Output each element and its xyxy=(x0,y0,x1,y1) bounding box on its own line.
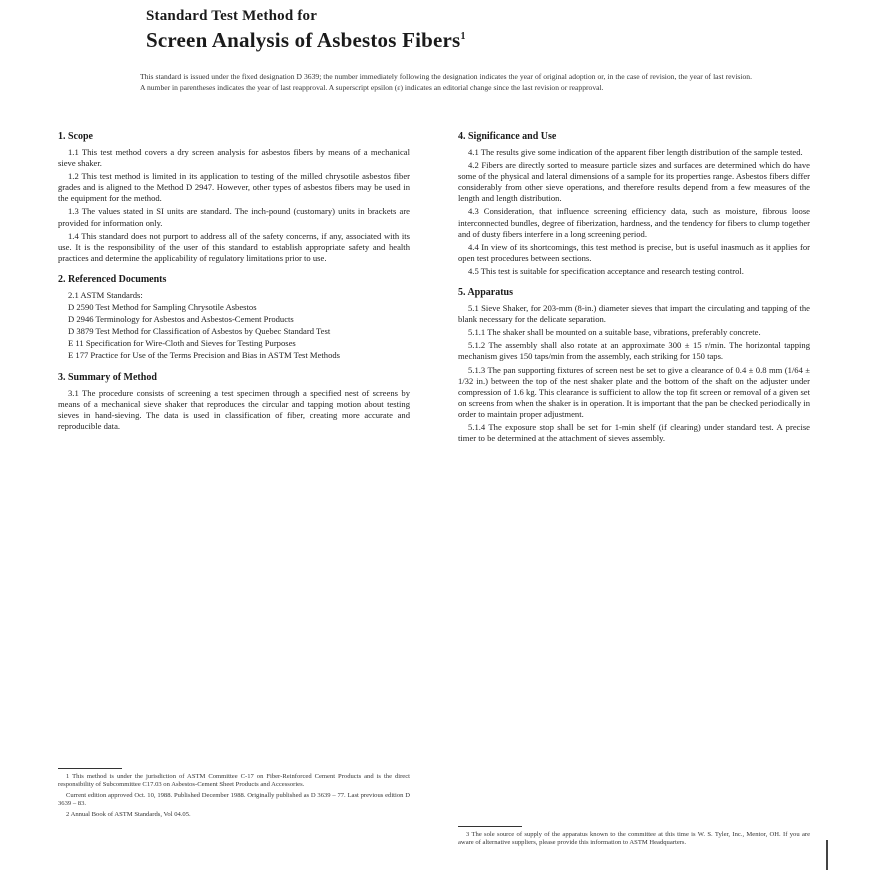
paragraph: 1.4 This standard does not purport to address all of the safety concerns, if any, associated with its use. It is the responsibility of the user of this standard to establish appropriate safety and health practices and determine the applicability of regulatory limitations prior to use. xyxy=(58,230,410,263)
paragraph: 1.1 This test method covers a dry screen analysis for asbestos fibers by means of a mechanical sieve shaker. xyxy=(58,147,410,169)
paragraph: 4.3 Consideration, that influence screening efficiency data, such as moisture, fibrous loose interconnected bundles, degree of fiberization, hardness, and the tendency for fibers to clump together and of dusty fibers interfere in a long screening period. xyxy=(458,206,810,239)
footnotes-right xyxy=(458,831,810,850)
right-column xyxy=(458,130,810,453)
footnote: 2 Annual Book of ASTM Standards, Vol 04.05. xyxy=(66,810,191,818)
paragraph: 5.1.4 The exposure stop shall be set for 1-min shelf (if clearing) under standard test. A precise timer to be determined at the attachment of sieves assembly. xyxy=(458,421,810,444)
designation-note: This standard is issued under the fixed designation D 3639; the number immediately following the designation indicates the year of original adoption or, in the case of revision, the year of last revision. A number in parentheses indicates the year of last reapproval. A superscript epsilon (ε) indicates an editorial change since the last revision or reapproval. xyxy=(140,72,752,92)
title-footnote-mark: 1 xyxy=(460,31,466,42)
footnote: 1 This method is under the jurisdiction of ASTM Committee C-17 on Fiber-Reinforced Cement Products and is the direct responsibility of Subcommittee C17.03 on Asbestos-Cement Sheet Products and Accessories. xyxy=(58,773,410,789)
paragraph: 4.2 Fibers are directly sorted to measure particle sizes and surfaces are determined which do have some of the physical and lateral dimensions of a sample for its properties range. Asbestos fibers differ considerably from other sieve operations, and therefore results depend from a few measures of the length and length distribution. xyxy=(458,160,810,204)
section-significance-and-use xyxy=(458,130,810,277)
section-scope xyxy=(58,130,410,264)
paragraph: 4.5 This test is suitable for specification acceptance and research testing control. xyxy=(468,265,744,276)
footnotes-left xyxy=(58,773,410,821)
paragraph: 5.1.1 The shaker shall be mounted on a suitable base, vibrations, preferably concrete. xyxy=(468,327,761,338)
footnote-divider xyxy=(458,826,522,827)
title-block xyxy=(146,8,786,52)
reference-item: 2.1 ASTM Standards: xyxy=(68,289,143,300)
title-line-1: Standard Test Method for xyxy=(146,8,318,24)
paragraph: 5.1 Sieve Shaker, for 203-mm (8-in.) diameter sieves that impart the circulating and tapping of the blank necessary for the delicate separation. xyxy=(458,303,810,325)
section-title: 5. Apparatus xyxy=(458,287,514,299)
reference-item: D 2946 Terminology for Asbestos and Asbestos-Cement Products xyxy=(68,314,294,325)
section-title: 1. Scope xyxy=(58,131,93,142)
left-column xyxy=(58,130,410,441)
reference-item: D 2590 Test Method for Sampling Chrysotile Asbestos xyxy=(68,302,257,313)
section-title: 4. Significance and Use xyxy=(458,131,557,142)
paragraph: 5.1.3 The pan supporting fixtures of screen nest be set to give a clearance of 0.4 ± 0.8 mm (1/64 ± 1/32 in.) between the top of the nest shaker plate and the bottom of the shaft on the adjuster under compression of 1.6 kg. This clearance is sufficient to allow the top fit screen or removal of a given set on screens from when the shaker is in operation. It is important that the pan be checked periodically in order to maintain proper adjustment. xyxy=(458,364,810,419)
footnote-divider xyxy=(58,768,122,769)
paragraph: 4.1 The results give some indication of the apparent fiber length distribution of the sample tested. xyxy=(468,147,803,157)
section-referenced-documents xyxy=(58,273,410,362)
reference-item: D 3879 Test Method for Classification of Asbestos by Quebec Standard Test xyxy=(68,326,331,337)
section-apparatus xyxy=(458,286,810,444)
section-summary-of-method xyxy=(58,371,410,432)
paragraph: 1.2 This test method is limited in its application to testing of the milled chrysotile asbestos fiber grades and is aligned to the Method D 2947. However, other types of asbestos fibers may be used in the equipment for the method. xyxy=(58,171,410,204)
title-text: Screen Analysis of Asbestos Fibers xyxy=(146,28,461,52)
revision-bar xyxy=(826,840,828,870)
section-title: 3. Summary of Method xyxy=(58,371,157,383)
paragraph: 3.1 The procedure consists of screening a test specimen through a specified nest of screens by means of a mechanical sieve shaker that reproduces the circular and tapping motion about testing sieves in hand-sieving. The data is used in classification of fiber, creating more accurate and reproducible data. xyxy=(58,387,410,431)
reference-item: E 177 Practice for Use of the Terms Precision and Bias in ASTM Test Methods xyxy=(68,350,341,361)
section-title: 2. Referenced Documents xyxy=(58,273,167,285)
title-line-2 xyxy=(146,25,786,52)
paragraph: 1.3 The values stated in SI units are standard. The inch-pound (customary) units in brackets are provided for information only. xyxy=(58,206,410,228)
paragraph: 4.4 In view of its shortcomings, this test method is precise, but is useful inasmuch as it applies for open test procedures between sections. xyxy=(458,241,810,263)
reference-item: E 11 Specification for Wire-Cloth and Sieves for Testing Purposes xyxy=(68,338,296,349)
footnote: Current edition approved Oct. 10, 1988. Published December 1988. Originally published as D 3639 – 77. Last previous edition D 3639 – 83. xyxy=(58,791,410,808)
footnote: 3 The sole source of supply of the apparatus known to the committee at this time is W. S. Tyler, Inc., Mentor, OH. If you are aware of alternative suppliers, please provide this information to ASTM Headquarters. xyxy=(458,831,810,847)
paragraph: 5.1.2 The assembly shall also rotate at an approximate 300 ± 15 r/min. The horizontal tapping mechanism gives 150 taps/min from the assembly, each striking for 150 taps. xyxy=(458,340,810,362)
